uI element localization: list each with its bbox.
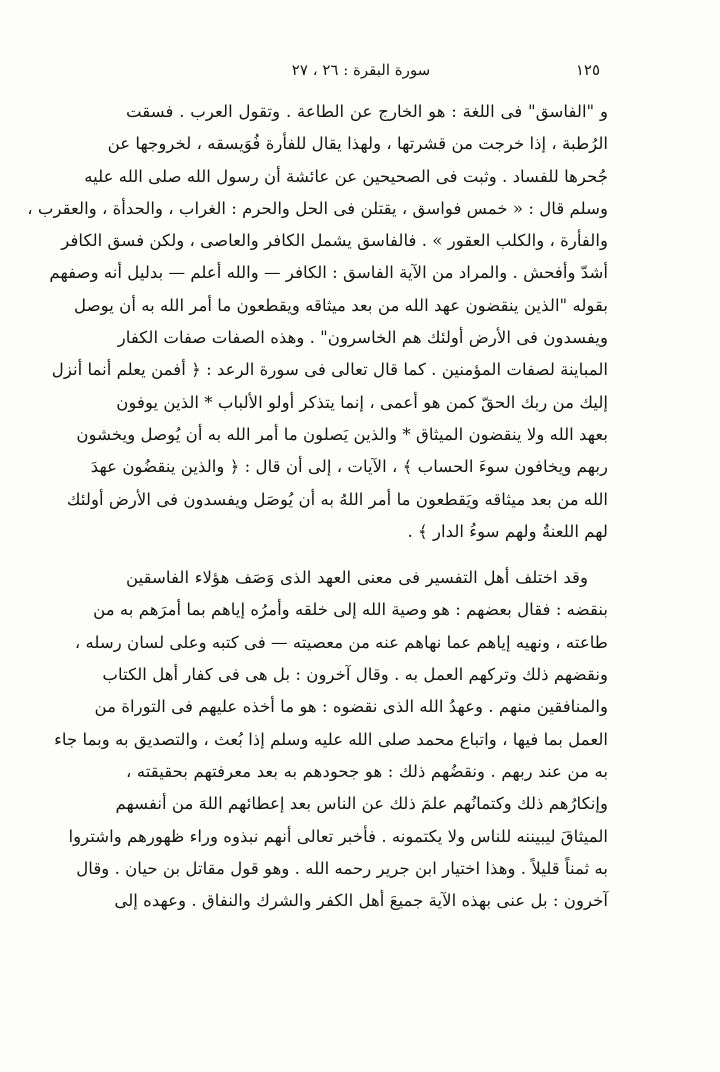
text-line: والمنافقين منهم . وعهدُ الله الذى نقضوه : هو ما أخذه عليهم فى التوراة من bbox=[94, 697, 608, 717]
text-line: بقوله "الذين ينقضون عهد الله من بعد ميثاقه ويقطعون ما أمر الله به أن يوصل bbox=[74, 295, 608, 315]
text-line: لهم اللعنةُ ولهم سوءُ الدار ﴾ . bbox=[407, 521, 608, 541]
text-line: أشدّ وأفحش . والمراد من الآية الفاسق : الكافر — والله أعلم — بدليل أنه وصفهم bbox=[49, 263, 608, 283]
text-line: إليك من ربك الحقّ كمن هو أعمى ، إنما يتذكر أولو الألباب * الذين يوفون bbox=[116, 392, 608, 412]
page-header bbox=[120, 58, 602, 84]
text-line: الرُطبة ، إذا خرجت من قشرتها ، ولهذا يقال للفأرة فُوَيسقه ، لخروجها عن bbox=[107, 134, 608, 154]
paragraph-2 bbox=[54, 562, 608, 917]
text-line: ونقضهم ذلك وتركهم العمل به . وقال آخرون : بل هى فى كفار أهل الكتاب bbox=[102, 665, 608, 685]
text-line: بعهد الله ولا ينقضون الميثاق * والذين يَصلون ما أمر الله به أن يُوصل ويخشون bbox=[76, 424, 608, 444]
text-line: به من عند ربهم . ونقضُهم ذلك : هو جحودهم به بعد معرفتهم بحقيقته ، bbox=[126, 761, 608, 781]
text-line: وقد اختلف أهل التفسير فى معنى العهد الذى وَصَف هؤلاء الفاسقين bbox=[126, 568, 588, 588]
running-head: سورة البقرة : ٢٦ ، ٢٧ bbox=[291, 61, 431, 79]
text-line: الله من بعد ميثاقه ويَقطعون ما أمر اللهُ به أن يُوصَل ويفسدون فى الأرض أولئك bbox=[66, 489, 608, 509]
page-number: ١٢٥ bbox=[575, 61, 600, 79]
page-body bbox=[27, 96, 608, 917]
text-line: به ثمناً قليلاً . وهذا اختيار ابن جرير رحمه الله . وهو قول مقاتل بن حيان . وقال bbox=[76, 858, 608, 878]
text-line: جُحرها للفساد . وثبت فى الصحيحين عن عائشة أن رسول الله صلى الله عليه bbox=[84, 166, 608, 186]
text-line: والفأرة ، والكلب العقور » . فالفاسق يشمل الكافر والعاصى ، ولكن فسق الكافر bbox=[61, 231, 608, 251]
text-line: آخرون : بل عنى بهذه الآية جميعَ أهل الكفر والشرك والنفاق . وعهده إلى bbox=[114, 891, 608, 911]
text-line: طاعته ، ونهيه إياهم عما نهاهم عنه من معصيته — فى كتبه وعلى لسان رسله ، bbox=[74, 632, 608, 652]
text-line: و "الفاسق" فى اللغة : هو الخارج عن الطاعة . وتقول العرب . فسقت bbox=[126, 102, 608, 121]
text-line: ويفسدون فى الأرض أولئك هم الخاسرون" . وهذه الصفات صفات الكفار bbox=[117, 328, 608, 348]
paragraph-gap bbox=[126, 548, 608, 562]
paragraph-1 bbox=[27, 96, 608, 548]
text-line: بنقضه : فقال بعضهم : هو وصية الله إلى خلقه وأمرُه إياهم بما أمرَهم به من bbox=[93, 600, 608, 620]
text-line: وإنكارُهم ذلك وكتمانُهم علمَ ذلك عن الناس بعد إعطائهم اللهَ من أنفسهم bbox=[115, 794, 608, 814]
text-line: وسلم قال : « خمس فواسق ، يقتلن فى الحل والحرم : الغراب ، والحدأة ، والعقرب ، bbox=[27, 198, 608, 218]
text-line: المباينة لصفات المؤمنين . كما قال تعالى فى سورة الرعد : ﴿ أفمن يعلم أنما أنزل bbox=[51, 360, 608, 380]
text-line: الميثاقَ ليبيننه للناس ولا يكتمونه . فأخبر تعالى أنهم نبذوه وراء ظهورهم واشتروا bbox=[68, 826, 608, 846]
text-line: العمل بما فيها ، واتباع محمد صلى الله عليه وسلم إذا بُعث ، والتصديق به وبما جاء bbox=[54, 729, 608, 749]
text-line: ربهم ويخافون سوءَ الحساب ﴾ ، الآيات ، إلى أن قال : ﴿ والذين ينقضُون عهدَ bbox=[90, 457, 608, 477]
